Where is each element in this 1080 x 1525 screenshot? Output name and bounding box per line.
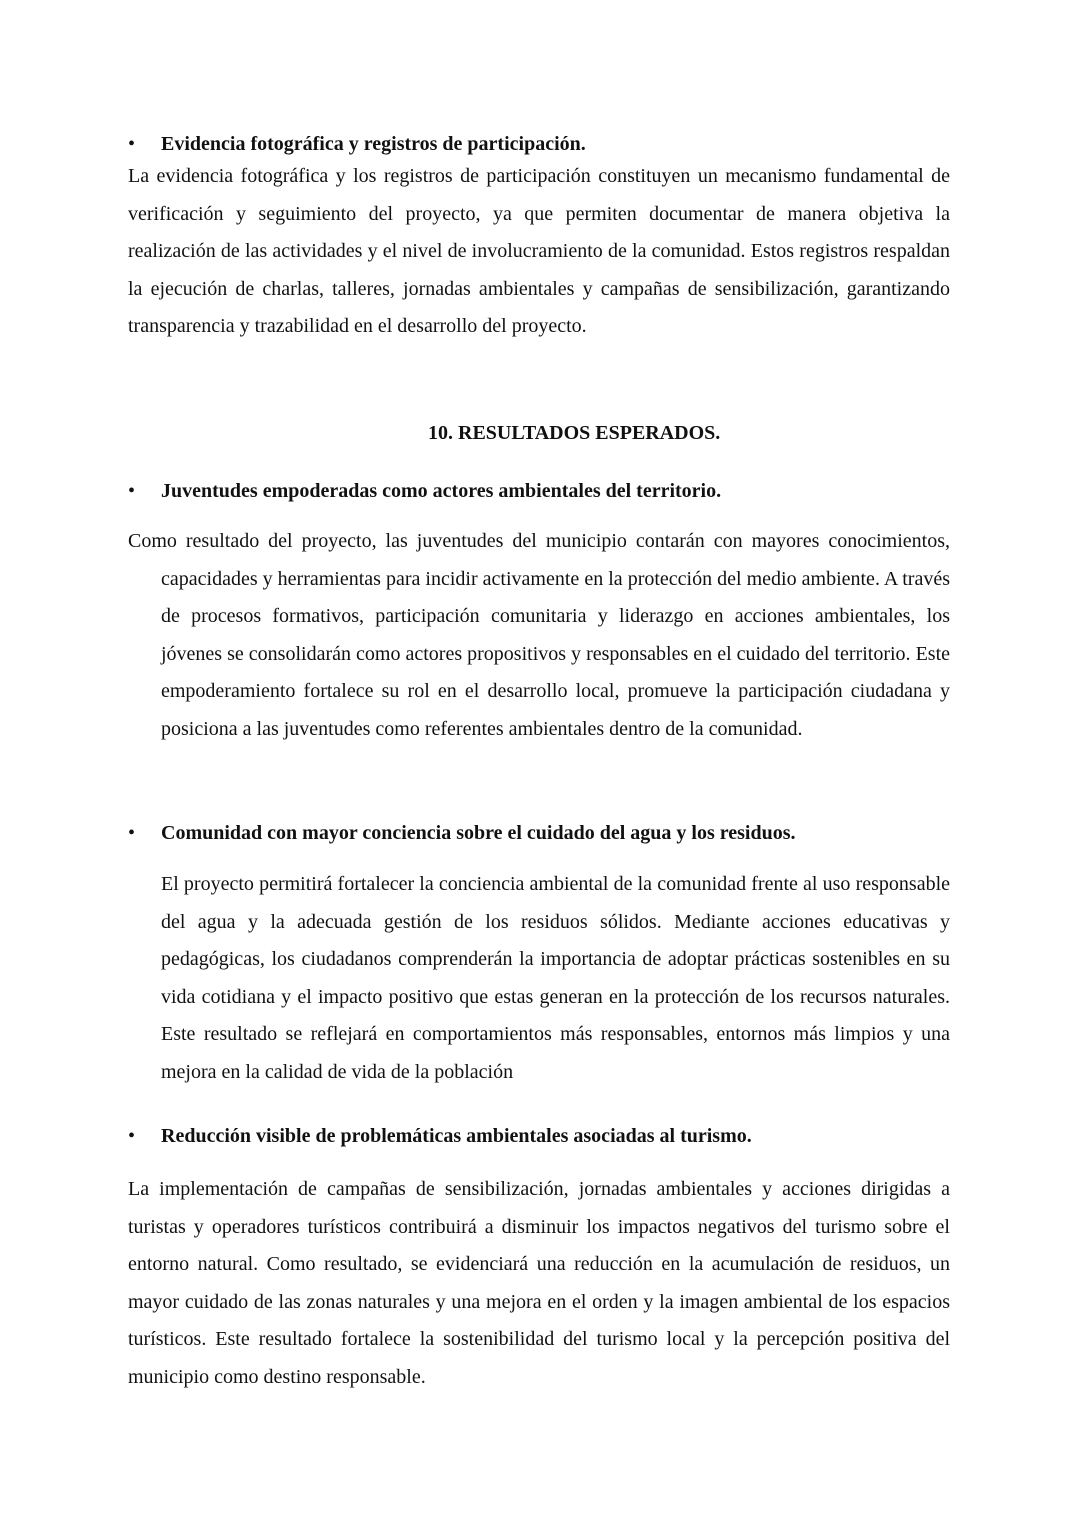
bullet-title: Evidencia fotográfica y registros de participación. — [161, 133, 586, 155]
bullet-dot: • — [128, 480, 136, 502]
bullet-comunidad — [128, 815, 950, 853]
paragraph-turismo: La implementación de campañas de sensibilización, jornadas ambientales y acciones dirigidas a turistas y operadores turísticos contribuirá a disminuir los impactos negativos del turismo sobre el entorno natural. Como resultado, se evidenciará una reducción en la acumulación de residuos, un mayor cuidado de las zonas naturales y una mejora en el orden y la imagen ambiental de los espacios turísticos. Este resultado fortalece la sostenibilidad del turismo local y la percepción positiva del municipio como destino responsable. — [128, 1178, 950, 1388]
section-heading: 10. RESULTADOS ESPERADOS. — [428, 422, 721, 444]
paragraph-comunidad: El proyecto permitirá fortalecer la conciencia ambiental de la comunidad frente al uso responsable del agua y la adecuada gestión de los residuos sólidos. Mediante acciones educativas y pedagógicas, los ciudadanos comprenderán la importancia de adoptar prácticas sostenibles en su vida cotidiana y el impacto positivo que estas generan en la protección de los recursos naturales. Este resultado se reflejará en comportamientos más responsables, entornos más limpios y una mejora en la calidad de vida de la población — [161, 873, 950, 1083]
bullet-title: Juventudes empoderadas como actores ambientales del territorio. — [161, 480, 722, 502]
bullet-turismo — [128, 1118, 950, 1156]
paragraph-juventudes: Como resultado del proyecto, las juventudes del municipio contarán con mayores conocimientos, capacidades y herramientas para incidir activamente en la protección del medio ambiente. A través de procesos formativos, participación comunitaria y liderazgo en acciones ambientales, los jóvenes se consolidarán como actores propositivos y responsables en el cuidado del territorio. Este empoderamiento fortalece su rol en el desarrollo local, promueve la participación ciudadana y posiciona a las juventudes como referentes ambientales dentro de la comunidad. — [128, 530, 950, 740]
bullet-dot: • — [128, 133, 136, 155]
bullet-title: Reducción visible de problemáticas ambientales asociadas al turismo. — [161, 1125, 752, 1147]
bullet-juventudes — [128, 473, 950, 511]
paragraph-evidencia: La evidencia fotográfica y los registros de participación constituyen un mecanismo fundamental de verificación y seguimiento del proyecto, ya que permiten documentar de manera objetiva la realización de las actividades y el nivel de involucramiento de la comunidad. Estos registros respaldan la ejecución de charlas, talleres, jornadas ambientales y campañas de sensibilización, garantizando transparencia y trazabilidad en el desarrollo del proyecto. — [128, 165, 950, 338]
bullet-dot: • — [128, 822, 136, 844]
bullet-dot: • — [128, 1125, 136, 1147]
bullet-title: Comunidad con mayor conciencia sobre el cuidado del agua y los residuos. — [161, 822, 796, 844]
